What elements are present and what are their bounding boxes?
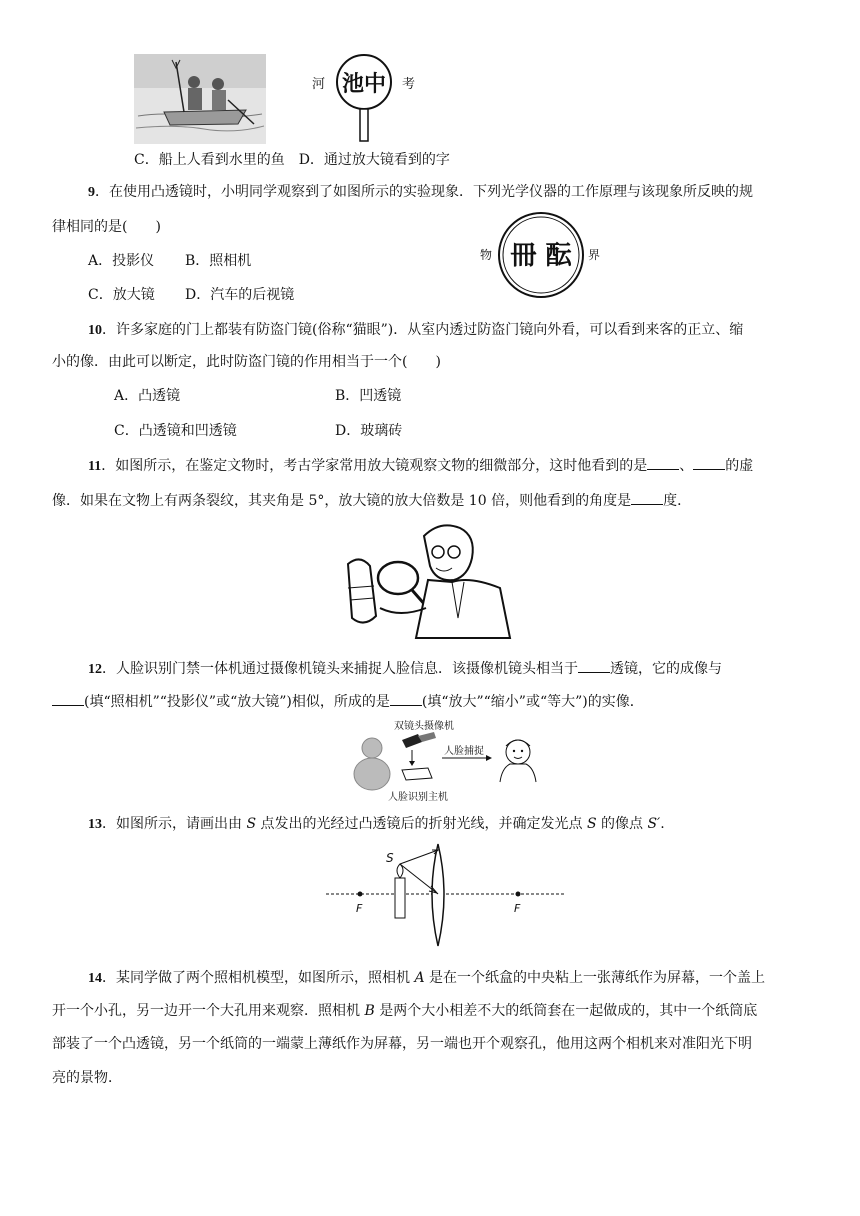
q8-options-cd: C．船上人看到水里的鱼 D．通过放大镜看到的字: [134, 152, 450, 168]
q9-lens-figure: [476, 210, 606, 306]
q9-number: 9: [88, 185, 95, 200]
focal-point-right-label: F: [514, 902, 521, 915]
q10-option-b: B．凹透镜: [335, 388, 402, 404]
q11-blank-2[interactable]: [693, 455, 725, 470]
q10-line-1: 10．许多家庭的门上都装有防盗门镜(俗称“猫眼”)．从室内透过防盗门镜向外看，可以看到来客的正立、缩: [88, 322, 744, 338]
capture-label: 人脸捕捉: [444, 746, 484, 757]
q10-option-d: D．玻璃砖: [335, 423, 403, 439]
host-label: 人脸识别主机: [388, 792, 448, 803]
magnifier-center-text: 池中: [341, 72, 387, 97]
magnifier-figure: [306, 44, 426, 144]
q11-line-2: 像．如果在文物上有两条裂纹，其夹角是 5°，放大镜的放大倍数是 10 倍，则他看到的角度是 度．: [52, 490, 691, 511]
q11-blank-1[interactable]: [647, 455, 679, 470]
q9-fig-center-text: 冊 酝: [510, 241, 572, 271]
q10-line-2: 小的像．由此可以断定，此时防盗门镜的作用相当于一个( ): [52, 354, 441, 370]
q9-option-b: B．照相机: [185, 253, 252, 269]
face-recognition-figure: [350, 718, 550, 804]
q14-line-2: 开一个小孔，另一边开一个大孔用来观察．照相机 B 是两个大小相差不大的纸筒套在一起做成的，其中一个纸筒底: [52, 1003, 758, 1019]
boat-figure: [134, 54, 266, 144]
q9-fig-right-char: 界: [588, 248, 601, 262]
source-point-label: S: [386, 851, 394, 865]
magnifier-left-char: 河: [312, 77, 326, 92]
q12-line-2: (填“照相机”“投影仪”或“放大镜”)相似，所成的是 (填“放大”“缩小”或“等大”)的实像．: [52, 691, 644, 712]
q14-line-1: 14．某同学做了两个照相机模型，如图所示，照相机 A 是在一个纸盒的中央粘上一张薄纸作为屏幕，一个盖上: [88, 970, 766, 986]
q12-number: 12: [88, 662, 102, 677]
magnifier-right-char: 考: [402, 77, 416, 92]
q10-option-c: C．凸透镜和凹透镜: [114, 423, 237, 439]
q10-number: 10: [88, 323, 102, 338]
camera-label: 双镜头摄像机: [394, 721, 454, 732]
q13-line-1: 13．如图所示，请画出由 S 点发出的光经过凸透镜后的折射光线，并确定发光点 S 的像点 S′.: [88, 816, 665, 832]
q11-number: 11: [88, 459, 102, 474]
q12-blank-1[interactable]: [578, 658, 610, 673]
focal-point-left-label: F: [356, 902, 363, 915]
q9-line-2: 律相同的是( ): [52, 219, 161, 235]
q14-line-4: 亮的景物．: [52, 1070, 122, 1086]
q12-blank-2[interactable]: [52, 691, 84, 706]
q14-number: 14: [88, 971, 102, 986]
q9-line-1: 9．在使用凸透镜时，小明同学观察到了如图所示的实验现象．下列光学仪器的工作原理与该现象所反映的规: [88, 184, 753, 200]
q13-number: 13: [88, 817, 102, 832]
q11-blank-3[interactable]: [631, 490, 663, 505]
q9-option-a: A．投影仪: [88, 253, 155, 269]
lens-diagram: [320, 842, 570, 952]
q11-line-1: 11．如图所示，在鉴定文物时，考古学家常用放大镜观察文物的细微部分，这时他看到的是 、 的虚: [88, 455, 753, 477]
q9-option-d: D．汽车的后视镜: [185, 287, 295, 303]
archaeologist-figure: [340, 518, 520, 646]
q12-line-1: 12．人脸识别门禁一体机通过摄像机镜头来捕捉人脸信息．该摄像机镜头相当于 透镜，它的成像与: [88, 658, 722, 680]
q10-option-a: A．凸透镜: [114, 388, 181, 404]
q12-blank-3[interactable]: [390, 691, 422, 706]
q14-line-3: 部装了一个凸透镜，另一个纸筒的一端蒙上薄纸作为屏幕，另一端也开个观察孔，他用这两个相机来对准阳光下明: [52, 1036, 752, 1052]
q9-fig-left-char: 物: [480, 248, 493, 262]
q9-option-c: C．放大镜: [88, 287, 155, 303]
